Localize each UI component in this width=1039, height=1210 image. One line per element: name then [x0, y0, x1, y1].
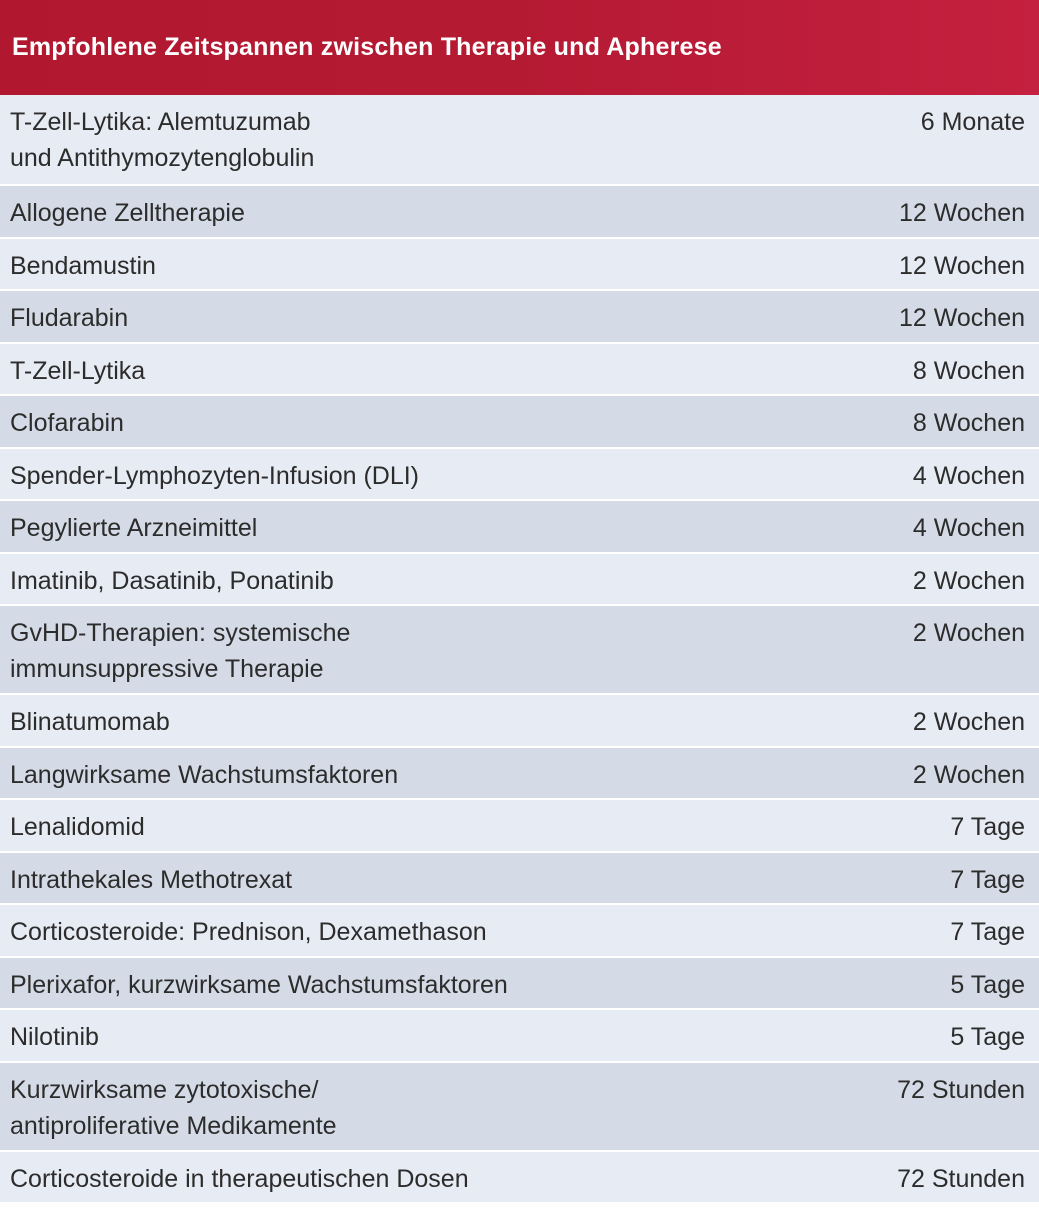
therapy-label: Intrathekales Methotrexat: [10, 865, 293, 894]
therapy-label: GvHD-Therapien: systemische: [10, 619, 351, 647]
duration-cell: 2 Wochen: [912, 708, 1025, 736]
table-row: [0, 693, 1039, 746]
therapy-label: Imatinib, Dasatinib, Ponatinib: [10, 566, 334, 595]
therapy-cell: [10, 405, 770, 441]
therapy-label: Fludarabin: [10, 304, 129, 332]
therapy-cell: [10, 757, 770, 793]
table-row: [0, 184, 1039, 237]
therapy-cell: [10, 195, 770, 231]
duration-cell: 5 Tage: [950, 970, 1025, 999]
therapy-cell: [10, 1161, 770, 1197]
duration-cell: 2 Wochen: [912, 566, 1025, 595]
therapy-cell: [10, 967, 770, 1003]
therapy-cell: [10, 563, 770, 599]
therapy-label: Langwirksame Wachstumsfaktoren: [10, 760, 399, 789]
therapy-label: Clofarabin: [10, 409, 124, 437]
therapy-label: Corticosteroide in therapeutischen Dosen: [10, 1164, 469, 1193]
duration-cell: 12 Wochen: [898, 199, 1025, 227]
duration-cell: 72 Stunden: [897, 1164, 1025, 1193]
therapy-label: Nilotinib: [10, 1023, 99, 1051]
therapy-cell: [10, 300, 770, 336]
table-row: [0, 956, 1039, 1009]
table-row: [0, 447, 1039, 500]
duration-cell: 6 Monate: [920, 108, 1025, 136]
therapy-label: Plerixafor, kurzwirksame Wachstumsfaktoren: [10, 970, 508, 999]
duration-cell: 5 Tage: [950, 1023, 1025, 1051]
therapy-label: Bendamustin: [10, 251, 156, 280]
table-row: [0, 552, 1039, 605]
duration-cell: 72 Stunden: [897, 1075, 1025, 1104]
therapy-cell: [10, 704, 770, 740]
table-row: [0, 289, 1039, 342]
duration-cell: 4 Wochen: [912, 461, 1025, 490]
duration-cell: 7 Tage: [950, 865, 1025, 894]
table-row: [0, 851, 1039, 904]
duration-cell: 8 Wochen: [912, 409, 1025, 437]
therapy-label: Corticosteroide: Prednison, Dexamethason: [10, 918, 487, 946]
table-row: [0, 604, 1039, 693]
therapy-label: Allogene Zelltherapie: [10, 199, 245, 227]
table-header: [0, 0, 1039, 95]
table-row: [0, 1008, 1039, 1061]
therapy-label: Spender-Lymphozyten-Infusion (DLI): [10, 461, 419, 490]
duration-cell: 8 Wochen: [912, 356, 1025, 385]
table-row: [0, 95, 1039, 184]
therapy-cell: [10, 914, 770, 950]
therapy-cell: [10, 809, 770, 845]
duration-cell: 12 Wochen: [898, 304, 1025, 332]
duration-cell: 12 Wochen: [898, 251, 1025, 280]
duration-cell: 7 Tage: [950, 918, 1025, 946]
therapy-cell: [10, 458, 770, 494]
therapy-label: antiproliferative Medikamente: [10, 1111, 337, 1140]
therapy-cell: [10, 104, 770, 176]
duration-cell: 2 Wochen: [912, 760, 1025, 789]
duration-cell: 2 Wochen: [912, 619, 1025, 647]
therapy-label: Pegylierte Arzneimittel: [10, 514, 258, 542]
duration-cell: 7 Tage: [950, 813, 1025, 841]
therapy-label: Blinatumomab: [10, 708, 170, 736]
table-row: [0, 746, 1039, 799]
table-row: [0, 798, 1039, 851]
table-row: [0, 499, 1039, 552]
therapy-label: immunsuppressive Therapie: [10, 655, 324, 683]
therapy-label: Lenalidomid: [10, 813, 145, 841]
therapy-cell: [10, 1072, 770, 1144]
duration-cell: 4 Wochen: [912, 514, 1025, 542]
table-row: [0, 1150, 1039, 1203]
therapy-cell: [10, 862, 770, 898]
therapy-label: T-Zell-Lytika: Alemtuzumab: [10, 108, 311, 136]
table-row: [0, 903, 1039, 956]
table-row: [0, 237, 1039, 290]
therapy-cell: [10, 510, 770, 546]
table-body: [0, 95, 1039, 1210]
table-row: [0, 342, 1039, 395]
table-row: [0, 394, 1039, 447]
therapy-label: T-Zell-Lytika: [10, 356, 146, 385]
therapy-label: und Antithymozytenglobulin: [10, 144, 315, 172]
therapy-cell: [10, 1019, 770, 1055]
therapy-cell: [10, 615, 770, 687]
therapy-cell: [10, 353, 770, 389]
table-title: Empfohlene Zeitspannen zwischen Therapie und Apherese: [12, 33, 722, 61]
therapy-label: Kurzwirksame zytotoxische/: [10, 1075, 319, 1104]
therapy-cell: [10, 248, 770, 284]
table-row: [0, 1061, 1039, 1150]
